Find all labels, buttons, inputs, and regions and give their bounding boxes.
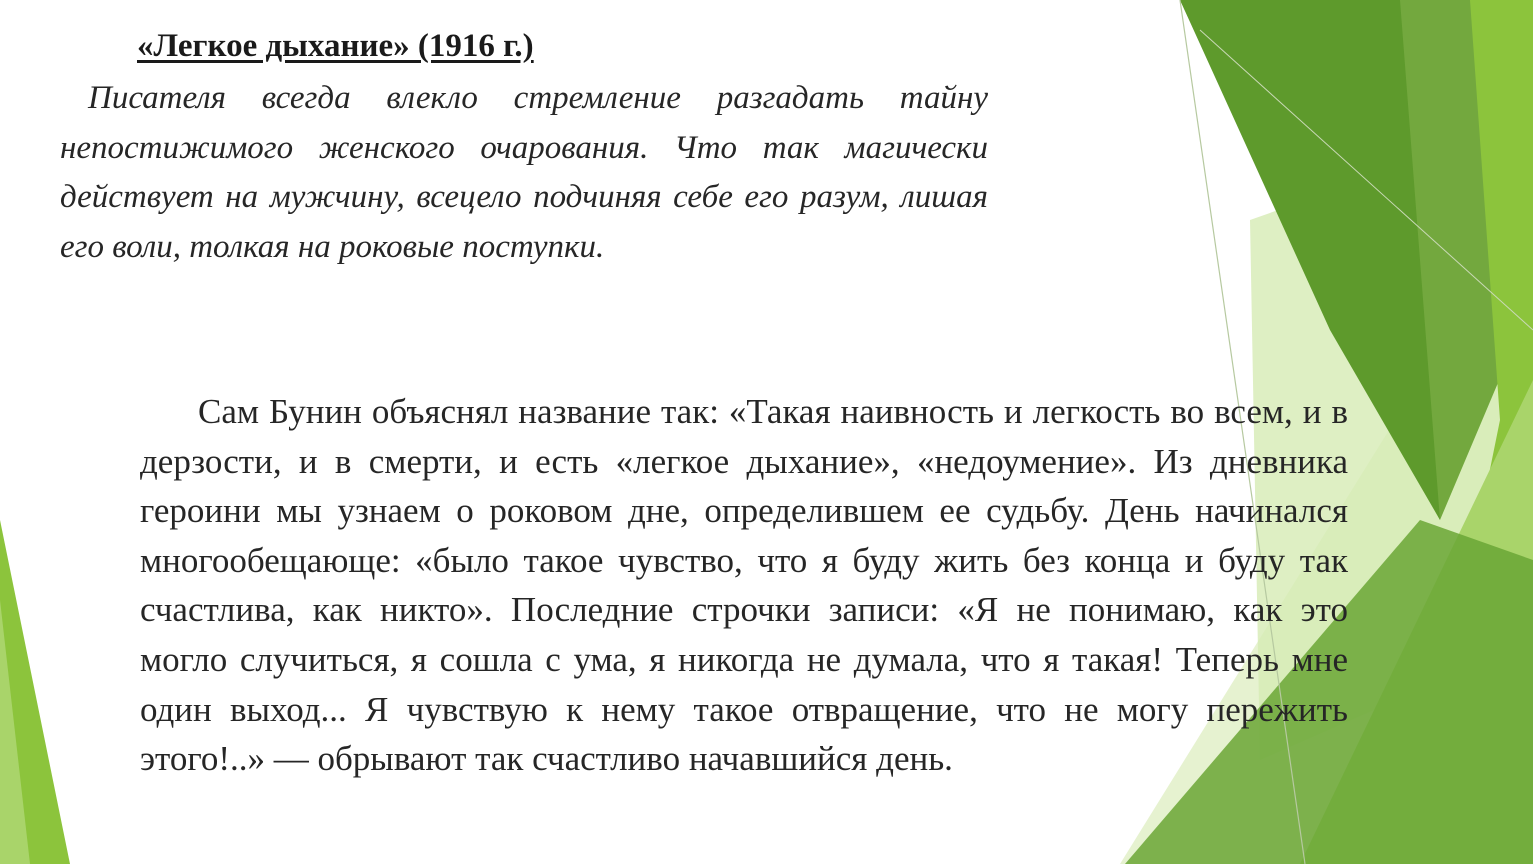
- slide-title: «Легкое дыхание» (1916 г.): [137, 28, 534, 64]
- body-paragraph: Сам Бунин объяснял название так: «Такая наивность и легкость во всем, и в дерзости, и в смерти, и есть «легкое дыхание», «недоумение». Из дневника героини мы узнаем о роковом дне, определившем ее судьбу. День начинался многообещающе: «было такое чувство, что я буду жить без конца и буду так счастлива, как никто». Последние строчки записи: «Я не понимаю, как это могло случиться, я сошла с ума, я никогда не думала, что я такая! Теперь мне один выход... Я чувствую к нему такое отвращение, что не могу пережить этого!..» — обрывают так счастливо начавшийся день.: [140, 392, 1348, 779]
- intro-paragraph: Писателя всегда влекло стремление разгадать тайну непостижимого женского очарования. Что так магически действует на мужчину, всецело подчиняя себе его разум, лишая его воли, толкая на роковые поступки.: [60, 80, 988, 265]
